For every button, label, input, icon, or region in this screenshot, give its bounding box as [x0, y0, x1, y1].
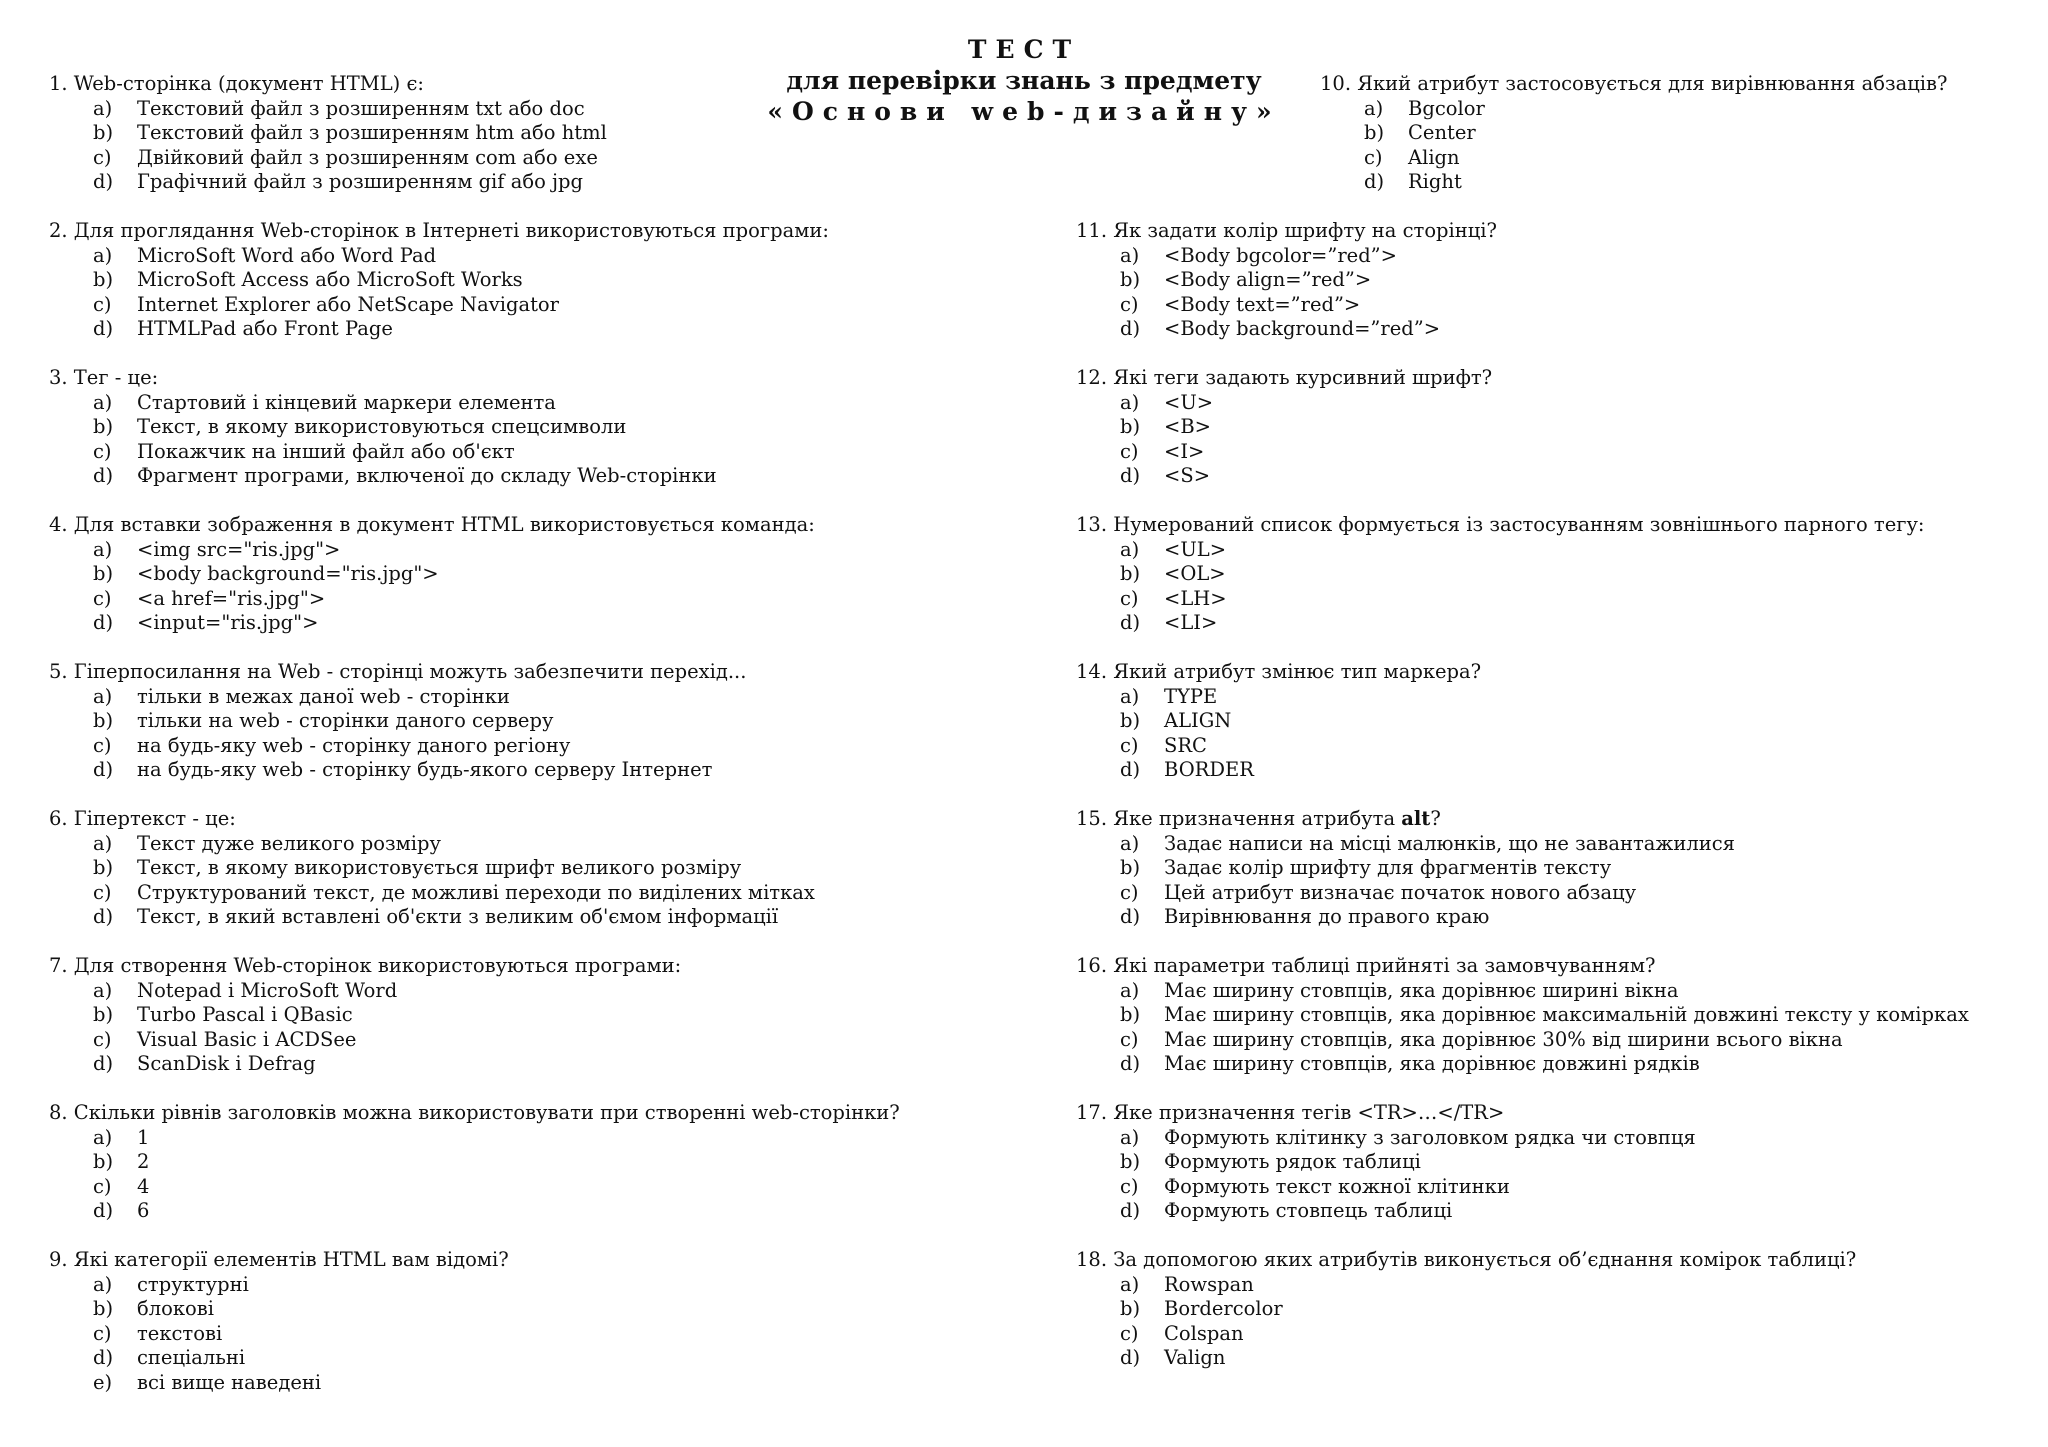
answer-option: [49, 268, 829, 293]
question-stem: 5. Гіперпосилання на Web - сторінці можуть забезпечити перехід...: [49, 660, 747, 683]
option-text: Має ширину стовпців, яка дорівнює ширині вікна: [1164, 978, 1679, 1002]
answer-option: [49, 1273, 509, 1298]
option-letter: c): [1120, 586, 1139, 610]
question-15: [1076, 807, 1735, 930]
question-6: [49, 807, 815, 930]
question-10: [1320, 72, 1947, 195]
option-letter: c): [93, 1174, 112, 1198]
option-letter: d): [93, 905, 114, 929]
option-text: <body background="ris.jpg">: [137, 562, 439, 586]
answer-option: [49, 685, 746, 710]
option-letter: b): [93, 562, 114, 586]
option-text: Текстовий файл з розширенням htm або html: [137, 121, 607, 145]
title-line-2: для перевірки знань з предмету: [786, 66, 1262, 95]
option-letter: a): [93, 1272, 113, 1296]
option-text: Текст, в який вставлені об'єкти з великим об'ємом інформації: [137, 905, 779, 929]
answer-option: [49, 1150, 900, 1175]
option-letter: a): [1120, 1125, 1140, 1149]
option-text: Center: [1408, 121, 1476, 145]
question-stem: 10. Який атрибут застосовується для вирівнювання абзаців?: [1320, 72, 1948, 95]
option-text: на будь-яку web - сторінку даного регіону: [137, 733, 571, 757]
question-17: [1076, 1101, 1696, 1224]
option-text: Текст, в якому використовується шрифт великого розміру: [137, 856, 742, 880]
option-text: Right: [1408, 170, 1462, 194]
question-stem: 1. Web-сторінка (документ HTML) є:: [49, 72, 424, 95]
option-text: Bordercolor: [1164, 1297, 1283, 1321]
option-letter: a): [93, 684, 113, 708]
option-text: Двійковий файл з розширенням com або exe: [137, 145, 598, 169]
option-letter: c): [1364, 145, 1383, 169]
option-letter: d): [1120, 1346, 1141, 1370]
question-stem-keyword: alt: [1401, 807, 1431, 830]
option-letter: c): [93, 586, 112, 610]
option-text: на будь-яку web - сторінку будь-якого серверу Інтернет: [137, 758, 713, 782]
answer-option: [49, 391, 717, 416]
option-text: Стартовий і кінцевий маркери елемента: [137, 390, 556, 414]
option-text: ScanDisk і Defrag: [137, 1052, 316, 1076]
answer-option: [1076, 440, 1492, 465]
option-text: Visual Basic і ACDSee: [137, 1027, 357, 1051]
question-13: [1076, 513, 1925, 636]
answer-option: [1076, 538, 1925, 563]
option-text: тільки на web - сторінки даного серверу: [137, 709, 554, 733]
option-letter: a): [93, 978, 113, 1002]
option-letter: d): [1120, 317, 1141, 341]
option-text: BORDER: [1164, 758, 1254, 782]
option-letter: b): [1120, 562, 1141, 586]
question-18: [1076, 1248, 1856, 1371]
option-letter: b): [93, 856, 114, 880]
option-text: <I>: [1164, 439, 1205, 463]
answer-option: [49, 611, 815, 636]
option-letter: b): [93, 1150, 114, 1174]
answer-option: [49, 1126, 900, 1151]
answer-option: [49, 1371, 509, 1396]
question-stem: 14. Який атрибут змінює тип маркера?: [1076, 660, 1482, 683]
question-8: [49, 1101, 900, 1224]
option-text: блокові: [137, 1297, 215, 1321]
answer-option: [1076, 1126, 1696, 1151]
answer-option: [49, 832, 815, 857]
option-text: 6: [137, 1199, 150, 1223]
option-letter: d): [1120, 611, 1141, 635]
option-text: тільки в межах даної web - сторінки: [137, 684, 510, 708]
option-letter: c): [1120, 733, 1139, 757]
question-3: [49, 366, 717, 489]
option-letter: d): [1120, 905, 1141, 929]
option-letter: d): [93, 758, 114, 782]
option-letter: a): [93, 1125, 113, 1149]
option-letter: d): [93, 170, 114, 194]
answer-option: [49, 440, 717, 465]
answer-option: [1320, 121, 1947, 146]
option-letter: d): [93, 1052, 114, 1076]
option-text: Має ширину стовпців, яка дорівнює 30% від ширини всього вікна: [1164, 1027, 1843, 1051]
option-text: <Body align=”red”>: [1164, 268, 1372, 292]
option-text: <U>: [1164, 390, 1214, 414]
option-text: <B>: [1164, 415, 1212, 439]
option-letter: d): [93, 611, 114, 635]
answer-option: [49, 146, 607, 171]
question-stem: 8. Скільки рівнів заголовків можна використовувати при створенні web-сторінки?: [49, 1101, 900, 1124]
option-text: <Body text=”red”>: [1164, 292, 1361, 316]
answer-option: [1076, 464, 1492, 489]
option-text: MicroSoft Access або MicroSoft Works: [137, 268, 523, 292]
answer-option: [49, 905, 815, 930]
option-text: Internet Explorer або NetScape Navigator: [137, 292, 559, 316]
option-letter: a): [1120, 390, 1140, 414]
answer-option: [49, 293, 829, 318]
question-stem: 3. Тег - це:: [49, 366, 159, 389]
answer-option: [1320, 146, 1947, 171]
question-4: [49, 513, 815, 636]
answer-option: [1076, 1346, 1856, 1371]
option-letter: c): [1120, 880, 1139, 904]
answer-option: [49, 1297, 509, 1322]
answer-option: [49, 464, 717, 489]
option-letter: b): [1120, 856, 1141, 880]
option-text: Текст дуже великого розміру: [137, 831, 442, 855]
question-2: [49, 219, 829, 342]
question-stem: 13. Нумерований список формується із застосуванням зовнішнього парного тегу:: [1076, 513, 1925, 536]
answer-option: [49, 1003, 681, 1028]
option-text: 4: [137, 1174, 150, 1198]
option-text: Colspan: [1164, 1321, 1244, 1345]
title-line-1: ТЕСТ: [967, 35, 1081, 64]
title-line-3: «Основи web-дизайну»: [767, 97, 1281, 126]
option-text: Цей атрибут визначає початок нового абзацу: [1164, 880, 1637, 904]
option-letter: c): [93, 1027, 112, 1051]
answer-option: [49, 538, 815, 563]
option-text: текстові: [137, 1321, 223, 1345]
answer-option: [1320, 170, 1947, 195]
answer-option: [49, 1052, 681, 1077]
option-text: Формують рядок таблиці: [1164, 1150, 1421, 1174]
option-text: Задає колір шрифту для фрагментів тексту: [1164, 856, 1612, 880]
option-letter: a): [1120, 684, 1140, 708]
question-stem: 18. За допомогою яких атрибутів виконується об’єднання комірок таблиці?: [1076, 1248, 1857, 1271]
option-text: Задає написи на місці малюнків, що не завантажилися: [1164, 831, 1735, 855]
option-text: Текстовий файл з розширенням txt або doc: [137, 96, 585, 120]
option-text: 2: [137, 1150, 150, 1174]
answer-option: [49, 1199, 900, 1224]
option-letter: a): [1364, 96, 1384, 120]
option-letter: b): [1120, 709, 1141, 733]
option-letter: b): [93, 1297, 114, 1321]
option-letter: c): [93, 733, 112, 757]
option-letter: c): [93, 292, 112, 316]
answer-option: [1076, 758, 1481, 783]
option-letter: a): [1120, 243, 1140, 267]
option-letter: c): [1120, 1027, 1139, 1051]
option-text: <UL>: [1164, 537, 1227, 561]
option-letter: a): [93, 537, 113, 561]
option-letter: a): [1120, 1272, 1140, 1296]
option-text: Текст, в якому використовуються спецсимволи: [137, 415, 627, 439]
answer-option: [49, 97, 607, 122]
option-letter: a): [93, 831, 113, 855]
answer-option: [49, 170, 607, 195]
question-stem: 12. Які теги задають курсивний шрифт?: [1076, 366, 1493, 389]
answer-option: [1076, 317, 1497, 342]
option-text: SRC: [1164, 733, 1207, 757]
option-letter: b): [93, 709, 114, 733]
option-text: MicroSoft Word або Word Pad: [137, 243, 437, 267]
option-text: Вирівнювання до правого краю: [1164, 905, 1490, 929]
option-letter: c): [93, 145, 112, 169]
answer-option: [1076, 1150, 1696, 1175]
option-text: <input="ris.jpg">: [137, 611, 319, 635]
answer-option: [49, 1028, 681, 1053]
answer-option: [49, 317, 829, 342]
answer-option: [1076, 562, 1925, 587]
answer-option: [1076, 415, 1492, 440]
answer-option: [49, 1322, 509, 1347]
option-text: Структурований текст, де можливі переходи по виділених мітках: [137, 880, 815, 904]
option-letter: a): [1120, 537, 1140, 561]
option-letter: d): [93, 464, 114, 488]
option-text: TYPE: [1164, 684, 1218, 708]
answer-option: [49, 979, 681, 1004]
option-text: Має ширину стовпців, яка дорівнює довжині рядків: [1164, 1052, 1700, 1076]
answer-option: [1076, 1297, 1856, 1322]
answer-option: [1076, 293, 1497, 318]
answer-option: [1076, 244, 1497, 269]
option-text: Turbo Pascal і QBasic: [137, 1003, 353, 1027]
option-text: Notepad і MicroSoft Word: [137, 978, 398, 1002]
question-stem: 9. Які категорії елементів HTML вам відомі?: [49, 1248, 509, 1271]
option-letter: a): [93, 96, 113, 120]
option-text: спеціальні: [137, 1346, 246, 1370]
question-16: [1076, 954, 1969, 1077]
option-letter: c): [1120, 292, 1139, 316]
answer-option: [1076, 1052, 1969, 1077]
question-stem: 16. Які параметри таблиці прийняті за замовчуванням?: [1076, 954, 1656, 977]
answer-option: [49, 121, 607, 146]
question-stem: [1076, 807, 1735, 832]
option-letter: c): [93, 880, 112, 904]
answer-option: [1076, 1175, 1696, 1200]
question-stem: 2. Для проглядання Web-сторінок в Інтернеті використовуються програми:: [49, 219, 829, 242]
option-text: Фрагмент програми, включеної до складу Web-сторінки: [137, 464, 717, 488]
option-text: Має ширину стовпців, яка дорівнює максимальній довжині тексту у комірках: [1164, 1003, 1969, 1027]
answer-option: [1076, 1028, 1969, 1053]
question-5: [49, 660, 746, 783]
question-9: [49, 1248, 509, 1396]
answer-option: [1076, 1003, 1969, 1028]
question-11: [1076, 219, 1497, 342]
answer-option: [1076, 881, 1735, 906]
option-letter: c): [93, 1321, 112, 1345]
option-text: Покажчик на інший файл або об'єкт: [137, 439, 515, 463]
answer-option: [1076, 1322, 1856, 1347]
option-text: Align: [1408, 145, 1460, 169]
option-letter: a): [93, 243, 113, 267]
question-7: [49, 954, 681, 1077]
question-stem: 17. Яке призначення тегів <TR>…</TR>: [1076, 1101, 1505, 1124]
answer-option: [1076, 979, 1969, 1004]
option-letter: d): [1120, 464, 1141, 488]
option-letter: a): [1120, 831, 1140, 855]
option-letter: a): [1120, 978, 1140, 1002]
answer-option: [1076, 391, 1492, 416]
option-letter: d): [1120, 758, 1141, 782]
option-letter: b): [1120, 1003, 1141, 1027]
option-text: 1: [137, 1125, 150, 1149]
option-letter: c): [1120, 1174, 1139, 1198]
answer-option: [49, 881, 815, 906]
option-text: Формують стовпець таблиці: [1164, 1199, 1453, 1223]
option-letter: d): [1364, 170, 1385, 194]
option-text: <img src="ris.jpg">: [137, 537, 341, 561]
option-letter: c): [1120, 1321, 1139, 1345]
question-stem-suffix: ?: [1430, 807, 1441, 830]
option-text: <LI>: [1164, 611, 1218, 635]
option-letter: c): [1120, 439, 1139, 463]
question-stem-prefix: 15. Яке призначення атрибута: [1076, 807, 1402, 830]
option-letter: c): [93, 439, 112, 463]
option-text: всі вище наведені: [137, 1370, 322, 1394]
question-stem: 7. Для створення Web-сторінок використовуються програми:: [49, 954, 682, 977]
answer-option: [49, 587, 815, 612]
option-text: <Body background=”red”>: [1164, 317, 1441, 341]
option-text: <S>: [1164, 464, 1211, 488]
option-text: Rowspan: [1164, 1272, 1254, 1296]
answer-option: [49, 244, 829, 269]
option-text: Графічний файл з розширенням gif або jpg: [137, 170, 584, 194]
answer-option: [1076, 685, 1481, 710]
option-text: <Body bgcolor=”red”>: [1164, 243, 1397, 267]
answer-option: [49, 856, 815, 881]
question-1: [49, 72, 607, 195]
option-text: <a href="ris.jpg">: [137, 586, 326, 610]
question-stem: 11. Як задати колір шрифту на сторінці?: [1076, 219, 1498, 242]
answer-option: [1076, 1199, 1696, 1224]
answer-option: [1076, 587, 1925, 612]
answer-option: [49, 1175, 900, 1200]
option-letter: b): [93, 1003, 114, 1027]
answer-option: [49, 1346, 509, 1371]
answer-option: [1076, 905, 1735, 930]
option-letter: b): [1120, 268, 1141, 292]
option-letter: b): [93, 121, 114, 145]
question-12: [1076, 366, 1492, 489]
option-text: Valign: [1164, 1346, 1226, 1370]
answer-option: [1076, 832, 1735, 857]
answer-option: [1076, 709, 1481, 734]
answer-option: [49, 734, 746, 759]
option-text: HTMLPad або Front Page: [137, 317, 393, 341]
option-letter: a): [93, 390, 113, 414]
option-letter: b): [93, 268, 114, 292]
answer-option: [1320, 97, 1947, 122]
option-text: структурні: [137, 1272, 249, 1296]
option-text: <OL>: [1164, 562, 1226, 586]
option-letter: d): [93, 317, 114, 341]
option-letter: d): [1120, 1199, 1141, 1223]
answer-option: [1076, 734, 1481, 759]
option-text: Формують текст кожної клітинки: [1164, 1174, 1510, 1198]
answer-option: [1076, 1273, 1856, 1298]
answer-option: [1076, 268, 1497, 293]
option-letter: b): [93, 415, 114, 439]
answer-option: [49, 709, 746, 734]
option-text: Формують клітинку з заголовком рядка чи стовпця: [1164, 1125, 1696, 1149]
option-text: Bgcolor: [1408, 96, 1485, 120]
answer-option: [49, 562, 815, 587]
option-text: ALIGN: [1164, 709, 1232, 733]
question-14: [1076, 660, 1481, 783]
answer-option: [49, 415, 717, 440]
option-letter: d): [1120, 1052, 1141, 1076]
question-stem: 4. Для вставки зображення в документ HTML використовується команда:: [49, 513, 815, 536]
option-text: <LH>: [1164, 586, 1227, 610]
option-letter: b): [1120, 415, 1141, 439]
option-letter: d): [93, 1346, 114, 1370]
option-letter: b): [1120, 1150, 1141, 1174]
answer-option: [1076, 856, 1735, 881]
option-letter: b): [1364, 121, 1385, 145]
question-stem: 6. Гіпертекст - це:: [49, 807, 236, 830]
answer-option: [49, 758, 746, 783]
answer-option: [1076, 611, 1925, 636]
option-letter: e): [93, 1370, 113, 1394]
option-letter: d): [93, 1199, 114, 1223]
option-letter: b): [1120, 1297, 1141, 1321]
